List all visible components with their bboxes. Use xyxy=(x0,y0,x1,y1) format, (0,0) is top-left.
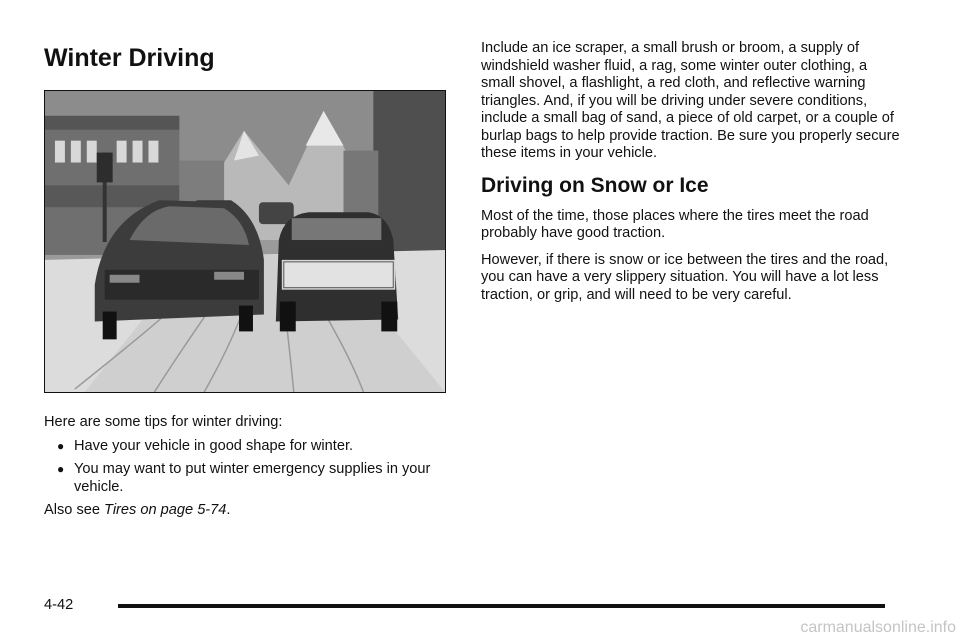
supplies-paragraph: Include an ice scraper, a small brush or broom, a supply of windshield washer fluid, a rag, some winter outer clothing, a small shovel, a flashlight, a red cloth, and reflective warning triangles. And, if you will be driving under severe conditions, include a small bag of sand, a piece of old carpet, or a couple of burlap bags to help provide traction. Be sure you properly secure these items in your vehicle. xyxy=(481,40,900,161)
footer-rule xyxy=(118,604,885,608)
winter-street-illustration xyxy=(44,90,446,393)
list-item xyxy=(44,438,446,456)
bullet-dot-icon: ● xyxy=(57,438,65,453)
list-item-text: Have your vehicle in good shape for winter. xyxy=(74,437,354,454)
also-see-text xyxy=(44,502,446,520)
intro-text: Here are some tips for winter driving: xyxy=(44,414,283,430)
also-see-suffix: . xyxy=(226,502,231,518)
traction-paragraph: Most of the time, those places where the tires meet the road probably have good traction. xyxy=(481,207,869,241)
right-column xyxy=(481,40,901,304)
slippery-paragraph: However, if there is snow or ice between the tires and the road, you can have a very slippery situation. You will have a lot less traction, or grip, and will need to be very careful. xyxy=(481,251,889,303)
list-item xyxy=(44,461,446,496)
bullet-dot-icon: ● xyxy=(57,462,65,476)
page-number: 4-42 xyxy=(44,597,74,613)
page-title: Winter Driving xyxy=(44,44,215,72)
also-see-prefix: Also see xyxy=(44,502,105,518)
tips-list xyxy=(44,438,446,497)
tires-reference-link[interactable]: Tires on page 5-74 xyxy=(104,502,227,518)
watermark-text: carmanualsonline.info xyxy=(800,619,956,636)
left-column xyxy=(44,40,446,520)
section-heading: Driving on Snow or Ice xyxy=(481,173,709,197)
list-item-text: You may want to put winter emergency supplies in your vehicle. xyxy=(74,461,431,495)
